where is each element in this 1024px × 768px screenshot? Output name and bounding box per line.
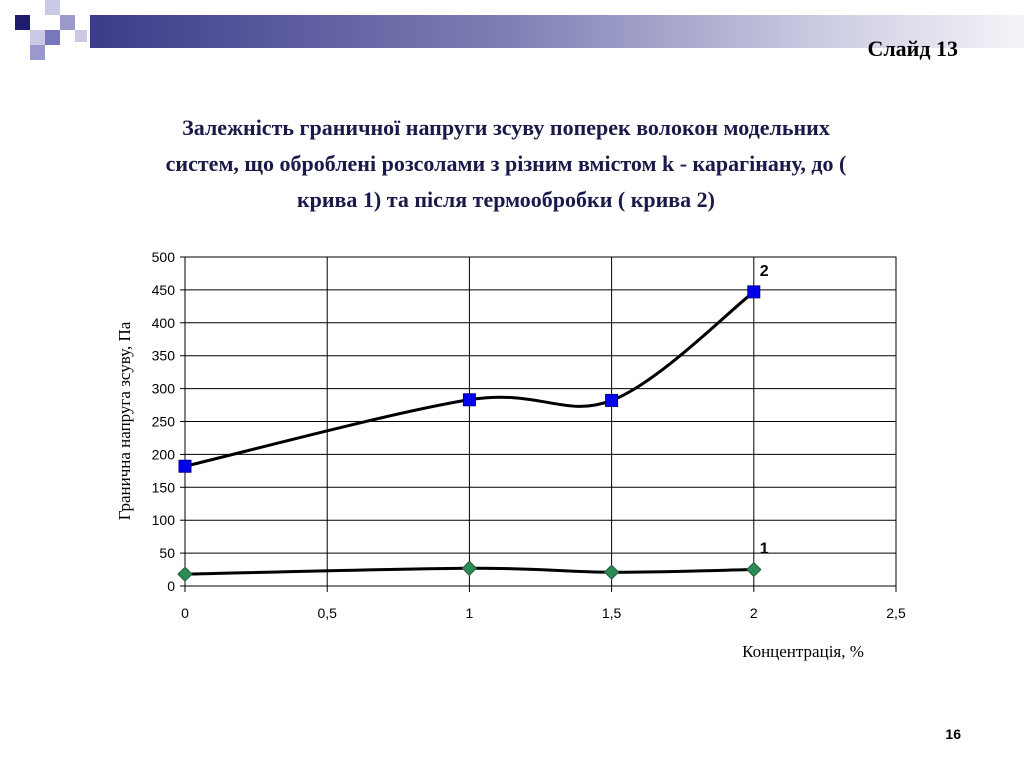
y-tick-label: 200: [151, 446, 175, 463]
x-tick-label: 1,5: [601, 605, 622, 621]
y-tick-label: 500: [151, 249, 175, 265]
data-point-square: [606, 394, 618, 406]
y-tick-label: 0: [167, 578, 175, 594]
y-tick-label: 100: [151, 512, 175, 529]
series-label: 1: [759, 540, 769, 558]
x-tick-label: 1: [465, 605, 474, 621]
y-tick-label: 300: [151, 380, 175, 397]
slide-label: Слайд 13: [867, 36, 958, 61]
chart-series: [178, 263, 769, 581]
x-tick-label: 2: [749, 605, 758, 621]
chart-grid: [185, 257, 896, 586]
y-tick-label: 450: [151, 281, 175, 298]
series-label: 2: [759, 262, 769, 280]
y-axis-title: Гранична напруга зсуву, Па: [115, 321, 134, 521]
series-2: [179, 263, 769, 472]
x-tick-label: 0,5: [317, 605, 337, 621]
data-point-square: [179, 460, 191, 472]
data-point-diamond: [747, 563, 761, 577]
data-point-diamond: [462, 561, 476, 575]
x-tick-label: 2,5: [886, 605, 906, 621]
y-tick-label: 150: [151, 479, 175, 496]
y-tick-label: 400: [151, 314, 175, 331]
y-tick-label: 50: [159, 545, 175, 562]
data-point-diamond: [605, 565, 619, 579]
page-number: 16: [945, 726, 961, 742]
data-point-diamond: [178, 567, 192, 581]
series-1: [178, 541, 769, 582]
chart-title: Залежність граничної напруги зсуву поперек волокон модельних систем, що оброблені розсолами з різним вмістом k - карагінану, до ( крива 1) та після термообробки ( крива 2): [165, 115, 847, 212]
axis-ticks: [152, 249, 906, 621]
y-tick-label: 350: [151, 347, 175, 364]
y-tick-label: 250: [151, 413, 175, 430]
data-point-square: [463, 394, 475, 406]
x-axis-title: Концентрація, %: [742, 642, 864, 661]
x-tick-label: 0: [181, 605, 189, 621]
data-point-square: [748, 286, 760, 298]
